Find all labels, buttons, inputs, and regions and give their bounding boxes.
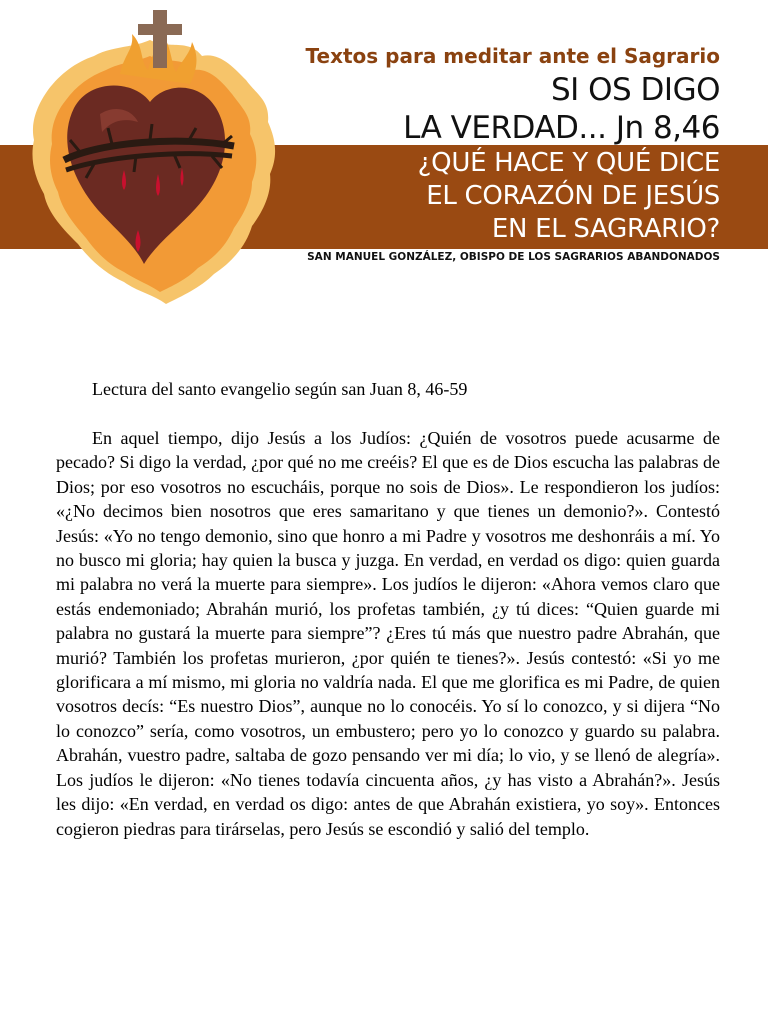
band-line-3: EN EL SAGRARIO? (491, 214, 720, 244)
title-line-2: LA VERDAD... Jn 8,46 (403, 110, 720, 146)
band-line-2: EL CORAZÓN DE JESÚS (426, 181, 720, 211)
title-line-1: SI OS DIGO (550, 72, 720, 108)
author-credit: SAN MANUEL GONZÁLEZ, OBISPO DE LOS SAGRARIOS ABANDONADOS (307, 251, 720, 263)
reading-title: Lectura del santo evangelio según san Juan 8, 46-59 (92, 379, 468, 399)
gospel-text: En aquel tiempo, dijo Jesús a los Judíos: ¿Quién de vosotros puede acusarme de pecado? Si digo la verdad, ¿por qué no me creéis? El que es de Dios escucha las palabras de Dios; por eso vosotros no escucháis, porque no sois de Dios». Le respondieron los judíos: «¿No decimos bien nosotros que eres samaritano y que tienes un demonio?». Contestó Jesús: «Yo no tengo demonio, sino que honro a mi Padre y vosotros me deshonráis a mí. Yo no busco mi gloria; hay quien la busca y juzga. En verdad, en verdad os digo: quien guarda mi palabra no verá la muerte para siempre». Los judíos le dijeron: «Ahora vemos claro que estás endemoniado; Abrahán murió, los profetas también, ¿y tú dices: “Quien guarde mi palabra no gustará la muerte para siempre”? ¿Eres tú más que nuestro padre Abrahán, que murió? También los profetas murieron, ¿por quién te tienes?». Jesús contestó: «Si yo me glorificara a mí mismo, mi gloria no valdría nada. El que me glorifica es mi Padre, de quien vosotros decís: “Es nuestro Dios”, aunque no lo conocéis. Yo sí lo conozco, y si dijera “No lo conozco” sería, como vosotros, un embustero; pero yo lo conozco y guardo su palabra. Abrahán, vuestro padre, saltaba de gozo pensando ver mi día; lo vio, y se llenó de alegría». Los judíos le dijeron: «No tienes todavía cincuenta años, ¿y has visto a Abrahán?». Jesús les dijo: «En verdad, en verdad os digo: antes de que Abrahán existiera, yo soy». Entonces cogieron piedras para tirárselas, pero Jesús se escondió y salió del templo. (56, 428, 720, 839)
sacred-heart-icon (20, 4, 280, 306)
subtitle: Textos para meditar ante el Sagrario (305, 44, 720, 68)
band-line-1: ¿QUÉ HACE Y QUÉ DICE (417, 148, 720, 178)
